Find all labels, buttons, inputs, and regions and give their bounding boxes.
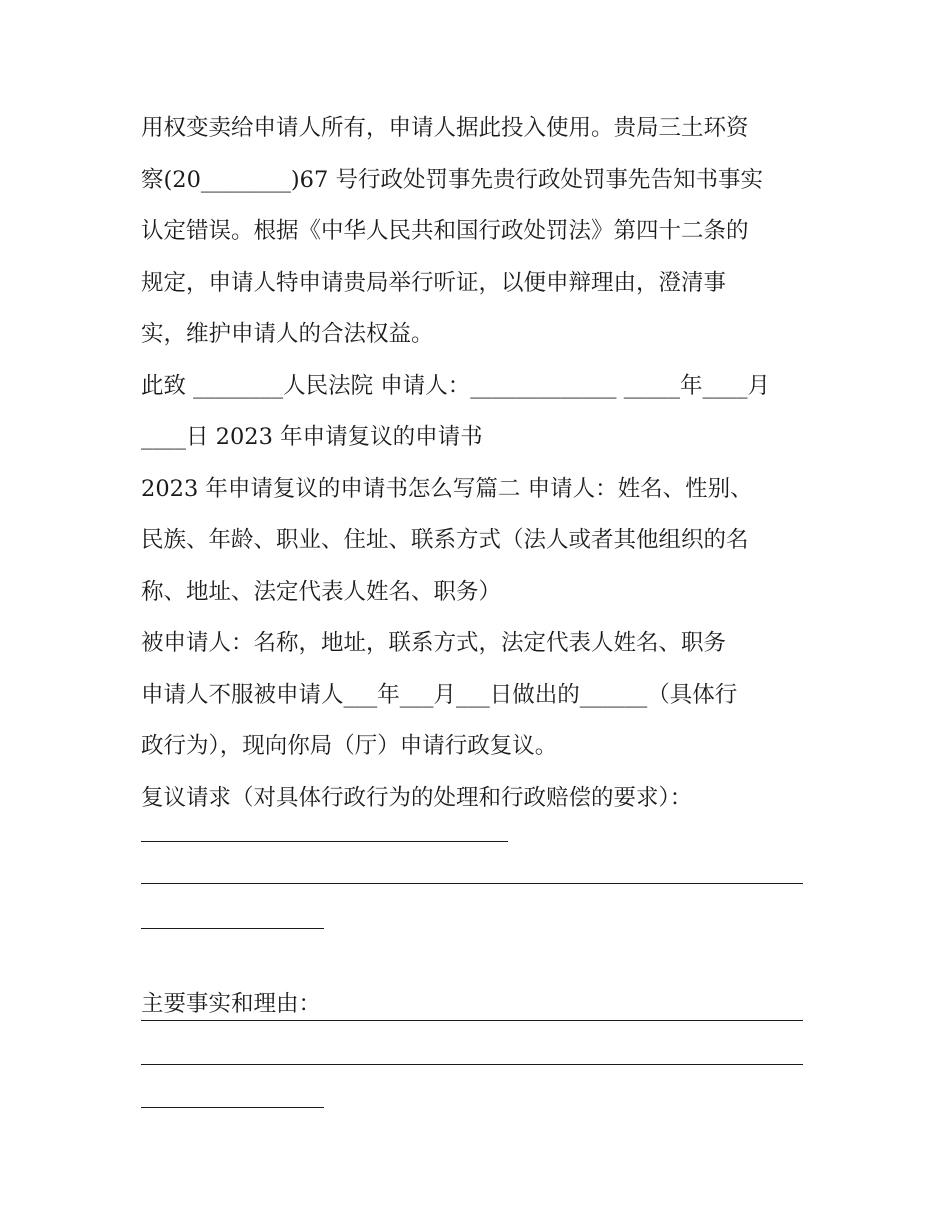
blank-line-spacer-3 xyxy=(141,927,813,979)
review-request-label: 复议请求（对具体行政行为的处理和行政赔偿的要求）： xyxy=(141,784,693,811)
review-request-blank-line-1 xyxy=(141,841,508,842)
dispute-line-1: 申请人不服被申请人___年___月___日做出的______（具体行 xyxy=(141,681,738,708)
body-line-4: 规定，申请人特申请贵局举行听证，以便申辩理由，澄清事 xyxy=(141,269,727,296)
body-line-3: 认定错误。根据《中华人民共和国行政处罚法》第四十二条的 xyxy=(141,218,749,244)
date-title-line: ____日 2023 年申请复议的申请书 xyxy=(141,424,483,450)
facts-reasons-blank-line-1 xyxy=(141,1020,803,1021)
document-body xyxy=(141,103,813,1030)
facts-reasons-blank-line-3 xyxy=(141,1107,324,1108)
body-line-1: 用权变卖给申请人所有，申请人据此投入使用。贵局三土环资 xyxy=(141,115,749,141)
facts-reasons-blank-line-2 xyxy=(141,1064,803,1065)
applicant-info-line-2: 民族、年龄、职业、住址、联系方式（法人或者其他组织的名 xyxy=(141,527,749,553)
review-request-blank-line-3 xyxy=(141,928,324,929)
salutation-signature-line: 此致 ________人民法院 申请人：_____________ _____年____月 xyxy=(141,372,770,399)
dispute-line-2: 政行为），现向你局（厅）申请行政复议。 xyxy=(141,733,558,759)
section-two-heading-line: 2023 年申请复议的申请书怎么写篇二 申请人：姓名、性别、 xyxy=(141,475,753,502)
respondent-line: 被申请人：名称，地址，联系方式，法定代表人姓名、职务 xyxy=(141,630,727,656)
review-request-blank-line-2 xyxy=(141,883,803,884)
applicant-info-line-3: 称、地址、法定代表人姓名、职务） xyxy=(141,578,502,605)
blank-line-spacer-1 xyxy=(141,824,813,876)
body-line-5: 实，维护申请人的合法权益。 xyxy=(141,321,434,347)
body-line-2: 察(20________)67 号行政处罚事先贵行政处罚事先告知书事实 xyxy=(141,166,763,193)
facts-reasons-label: 主要事实和理由： xyxy=(141,990,322,1017)
